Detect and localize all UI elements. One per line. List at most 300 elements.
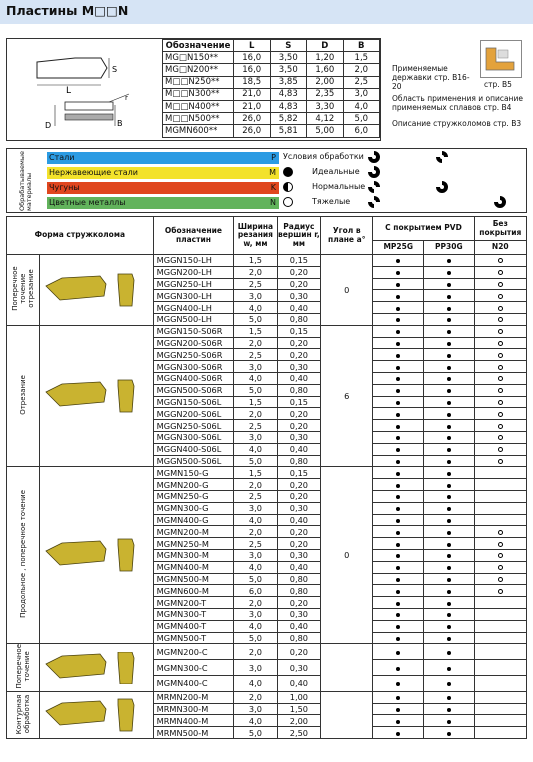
available-dot-icon xyxy=(447,377,451,381)
availability-cell xyxy=(373,420,424,432)
insert-designation: MGMN400-M xyxy=(153,561,234,573)
swirl-icon xyxy=(367,195,381,209)
availability-cell xyxy=(373,302,424,314)
availability-cell xyxy=(424,538,475,550)
availability-cell xyxy=(424,290,475,302)
insert-designation: MGMN250-G xyxy=(153,490,234,502)
available-dot-icon xyxy=(447,413,451,417)
cut-width: 4,0 xyxy=(234,372,278,384)
corner-radius: 0,40 xyxy=(277,302,320,314)
insert-designation: MRMN200-M xyxy=(153,691,234,703)
on-request-ring-icon xyxy=(498,459,503,464)
cut-width: 4,0 xyxy=(234,514,278,526)
corner-radius: 0,20 xyxy=(277,490,320,502)
availability-cell xyxy=(474,443,526,455)
availability-cell xyxy=(474,467,526,479)
corner-radius: 0,30 xyxy=(277,660,320,676)
insert-designation: MGGN500-S06R xyxy=(153,384,234,396)
on-request-ring-icon xyxy=(498,388,503,393)
cut-width: 6,0 xyxy=(234,585,278,597)
availability-cell xyxy=(373,727,424,739)
availability-cell xyxy=(424,396,475,408)
dimensions-table xyxy=(162,39,380,138)
inserts-table xyxy=(6,216,527,739)
available-dot-icon xyxy=(447,531,451,535)
holders-note[interactable]: Применяемые державки стр. B16-20 xyxy=(392,64,470,91)
cut-width: 4,0 xyxy=(234,676,278,692)
table-row xyxy=(7,467,527,479)
cut-width: 2,0 xyxy=(234,691,278,703)
available-dot-icon xyxy=(447,732,451,736)
dims-value: 18,5 xyxy=(233,76,270,88)
dims-value: 4,12 xyxy=(307,113,344,125)
availability-cell xyxy=(474,479,526,491)
on-request-ring-icon xyxy=(498,306,503,311)
availability-cell xyxy=(424,715,475,727)
cut-width: 5,0 xyxy=(234,313,278,325)
on-request-ring-icon xyxy=(498,294,503,299)
available-dot-icon xyxy=(447,330,451,334)
approach-angle xyxy=(321,691,373,738)
availability-cell xyxy=(373,538,424,550)
corner-radius: 2,00 xyxy=(277,715,320,727)
insert-designation: MGMN300-C xyxy=(153,660,234,676)
corner-radius: 1,00 xyxy=(277,691,320,703)
availability-cell xyxy=(373,620,424,632)
page-thumbnail xyxy=(480,40,522,78)
available-dot-icon xyxy=(447,318,451,322)
material-name: Цветные металлы xyxy=(49,198,126,207)
cut-width: 4,0 xyxy=(234,302,278,314)
corner-radius: 0,20 xyxy=(277,266,320,278)
material-name: Чугуны xyxy=(49,183,80,192)
availability-cell xyxy=(373,691,424,703)
col-B: B xyxy=(343,40,379,52)
availability-cell xyxy=(373,408,424,420)
cut-width: 3,0 xyxy=(234,361,278,373)
availability-cell xyxy=(373,490,424,502)
cut-width: 4,0 xyxy=(234,443,278,455)
availability-cell xyxy=(424,573,475,585)
dims-value: 3,50 xyxy=(270,64,307,76)
material-code: M xyxy=(269,168,276,177)
availability-cell xyxy=(474,266,526,278)
normal-condition-icon xyxy=(283,182,293,192)
availability-cell xyxy=(373,349,424,361)
table-row xyxy=(7,325,527,337)
insert-designation: MGGN150-S06L xyxy=(153,396,234,408)
on-request-ring-icon xyxy=(498,270,503,275)
group-label-cell xyxy=(7,691,40,738)
available-dot-icon xyxy=(447,507,451,511)
swirl-icon xyxy=(367,165,381,179)
available-dot-icon xyxy=(396,460,400,464)
approach-angle xyxy=(321,644,373,691)
availability-cell xyxy=(424,361,475,373)
insert-image xyxy=(40,693,148,737)
group-label: Отрезание xyxy=(19,375,27,415)
col-uncoated: Без покрытия xyxy=(474,217,526,241)
availability-cell xyxy=(424,502,475,514)
availability-cell xyxy=(373,549,424,561)
availability-cell xyxy=(474,502,526,514)
available-dot-icon xyxy=(396,625,400,629)
corner-radius: 1,50 xyxy=(277,703,320,715)
availability-cell xyxy=(424,255,475,267)
table-row xyxy=(7,255,527,267)
cut-width: 3,0 xyxy=(234,290,278,302)
available-dot-icon xyxy=(447,651,451,655)
available-dot-icon xyxy=(447,578,451,582)
dims-designation: MG□N200** xyxy=(163,64,234,76)
dims-value: 3,30 xyxy=(307,100,344,112)
on-request-ring-icon xyxy=(498,365,503,370)
group-label-cell xyxy=(7,644,40,691)
insert-designation: MGGN250-S06L xyxy=(153,420,234,432)
dims-value: 3,85 xyxy=(270,76,307,88)
availability-cell xyxy=(373,597,424,609)
cut-width: 5,0 xyxy=(234,632,278,644)
availability-cell xyxy=(424,467,475,479)
availability-cell xyxy=(424,561,475,573)
dims-row xyxy=(163,64,380,76)
corner-radius: 0,30 xyxy=(277,431,320,443)
cut-width: 5,0 xyxy=(234,573,278,585)
available-dot-icon xyxy=(447,271,451,275)
availability-cell xyxy=(424,384,475,396)
available-dot-icon xyxy=(447,436,451,440)
cut-width: 4,0 xyxy=(234,620,278,632)
availability-cell xyxy=(373,573,424,585)
availability-cell xyxy=(474,526,526,538)
available-dot-icon xyxy=(396,342,400,346)
dims-row xyxy=(163,52,380,64)
availability-cell xyxy=(373,703,424,715)
availability-cell xyxy=(424,455,475,467)
availability-cell xyxy=(474,290,526,302)
page-title: Пластины M□□N xyxy=(6,3,129,18)
available-dot-icon xyxy=(447,590,451,594)
on-request-ring-icon xyxy=(498,435,503,440)
available-dot-icon xyxy=(447,295,451,299)
availability-cell xyxy=(424,431,475,443)
available-dot-icon xyxy=(447,448,451,452)
col-D: D xyxy=(307,40,344,52)
availability-cell xyxy=(474,325,526,337)
available-dot-icon xyxy=(447,283,451,287)
availability-cell xyxy=(474,349,526,361)
insert-designation: MGGN500-S06L xyxy=(153,455,234,467)
insert-designation: MGMN200-T xyxy=(153,597,234,609)
on-request-ring-icon xyxy=(498,353,503,358)
dims-value: 16,0 xyxy=(233,64,270,76)
availability-cell xyxy=(424,313,475,325)
cut-width: 5,0 xyxy=(234,384,278,396)
cut-width: 5,0 xyxy=(234,727,278,739)
available-dot-icon xyxy=(396,651,400,655)
material-row xyxy=(47,197,279,209)
dims-row xyxy=(163,125,380,137)
on-request-ring-icon xyxy=(498,341,503,346)
dims-designation: M□□N300** xyxy=(163,88,234,100)
col-pvd: С покрытием PVD xyxy=(373,217,474,241)
available-dot-icon xyxy=(396,613,400,617)
availability-cell xyxy=(474,727,526,739)
insert-image xyxy=(40,467,148,643)
insert-designation: MGGN200-LH xyxy=(153,266,234,278)
on-request-ring-icon xyxy=(498,530,503,535)
cut-width: 3,0 xyxy=(234,608,278,620)
corner-radius: 0,30 xyxy=(277,361,320,373)
dims-value: 5,00 xyxy=(307,125,344,137)
corner-radius: 0,30 xyxy=(277,290,320,302)
dims-value: 4,0 xyxy=(343,100,379,112)
corner-radius: 0,80 xyxy=(277,384,320,396)
insert-designation: MGGN200-S06L xyxy=(153,408,234,420)
availability-cell xyxy=(424,585,475,597)
material-name: Стали xyxy=(49,153,75,162)
col-S: S xyxy=(270,40,307,52)
conditions-header: Условия обработки xyxy=(283,152,364,161)
insert-designation: MGMN200-G xyxy=(153,479,234,491)
corner-radius: 0,20 xyxy=(277,337,320,349)
availability-cell xyxy=(373,479,424,491)
corner-radius: 0,20 xyxy=(277,597,320,609)
availability-cell xyxy=(474,313,526,325)
material-row xyxy=(47,182,279,194)
insert-designation: MGGN200-S06R xyxy=(153,337,234,349)
availability-cell xyxy=(373,431,424,443)
availability-cell xyxy=(373,467,424,479)
corner-radius: 0,40 xyxy=(277,372,320,384)
swirl-icon xyxy=(493,195,507,209)
availability-cell xyxy=(373,676,424,692)
available-dot-icon xyxy=(396,507,400,511)
availability-cell xyxy=(474,408,526,420)
availability-cell xyxy=(474,703,526,715)
available-dot-icon xyxy=(396,667,400,671)
availability-cell xyxy=(373,715,424,727)
corner-radius: 0,40 xyxy=(277,676,320,692)
available-dot-icon xyxy=(396,602,400,606)
available-dot-icon xyxy=(396,696,400,700)
availability-cell xyxy=(474,396,526,408)
corner-radius: 0,40 xyxy=(277,443,320,455)
on-request-ring-icon xyxy=(498,553,503,558)
available-dot-icon xyxy=(396,590,400,594)
dims-value: 1,5 xyxy=(343,52,379,64)
on-request-ring-icon xyxy=(498,589,503,594)
available-dot-icon xyxy=(396,472,400,476)
available-dot-icon xyxy=(396,448,400,452)
insert-dimension-drawing xyxy=(9,40,159,140)
swirl-icon xyxy=(435,150,449,164)
availability-cell xyxy=(373,396,424,408)
cut-width: 3,0 xyxy=(234,549,278,561)
col-designation: Обозначение пластин xyxy=(153,217,234,255)
label-D: D xyxy=(45,121,52,130)
availability-cell xyxy=(424,549,475,561)
cut-width: 5,0 xyxy=(234,455,278,467)
available-dot-icon xyxy=(396,708,400,712)
available-dot-icon xyxy=(447,342,451,346)
available-dot-icon xyxy=(396,425,400,429)
availability-cell xyxy=(373,514,424,526)
insert-designation: MGMN300-T xyxy=(153,608,234,620)
dims-designation: M□□N250** xyxy=(163,76,234,88)
insert-designation: MGMN200-M xyxy=(153,526,234,538)
availability-cell xyxy=(474,549,526,561)
cut-width: 2,0 xyxy=(234,526,278,538)
cut-width: 1,5 xyxy=(234,396,278,408)
availability-cell xyxy=(474,561,526,573)
on-request-ring-icon xyxy=(498,329,503,334)
cut-width: 2,5 xyxy=(234,278,278,290)
available-dot-icon xyxy=(447,667,451,671)
table-row xyxy=(7,644,527,660)
availability-cell xyxy=(474,372,526,384)
availability-cell xyxy=(373,278,424,290)
svg-text:r: r xyxy=(125,94,128,102)
insert-designation: MGMN500-M xyxy=(153,573,234,585)
insert-designation: MGGN300-S06R xyxy=(153,361,234,373)
insert-designation: MGMN500-T xyxy=(153,632,234,644)
label-L: L xyxy=(66,86,72,96)
available-dot-icon xyxy=(396,637,400,641)
availability-cell xyxy=(474,538,526,550)
col-chipbreaker-shape: Форма стружколома xyxy=(7,217,154,255)
page-ref[interactable]: стр. B5 xyxy=(484,80,512,89)
on-request-ring-icon xyxy=(498,577,503,582)
availability-cell xyxy=(424,479,475,491)
dims-designation: M□□N500** xyxy=(163,113,234,125)
cut-width: 2,0 xyxy=(234,644,278,660)
available-dot-icon xyxy=(447,519,451,523)
cut-width: 2,5 xyxy=(234,538,278,550)
availability-cell xyxy=(474,455,526,467)
condition-normal: Нормальные xyxy=(312,182,366,191)
availability-cell xyxy=(474,573,526,585)
available-dot-icon xyxy=(396,366,400,370)
dims-row xyxy=(163,113,380,125)
availability-cell xyxy=(373,585,424,597)
chipbreaker-image-cell xyxy=(40,255,154,326)
insert-designation: MGMN300-M xyxy=(153,549,234,561)
insert-designation: MGGN150-S06R xyxy=(153,325,234,337)
cut-width: 3,0 xyxy=(234,431,278,443)
insert-designation: MRMN300-M xyxy=(153,703,234,715)
cut-width: 2,0 xyxy=(234,337,278,349)
availability-cell xyxy=(474,632,526,644)
availability-cell xyxy=(474,585,526,597)
insert-designation: MRMN400-M xyxy=(153,715,234,727)
available-dot-icon xyxy=(396,295,400,299)
availability-cell xyxy=(424,514,475,526)
insert-designation: MGGN300-S06L xyxy=(153,431,234,443)
corner-radius: 2,50 xyxy=(277,727,320,739)
insert-designation: MGMN150-G xyxy=(153,467,234,479)
availability-cell xyxy=(373,255,424,267)
availability-cell xyxy=(424,302,475,314)
swirl-icon xyxy=(367,150,381,164)
dims-value: 4,83 xyxy=(270,88,307,100)
available-dot-icon xyxy=(396,578,400,582)
availability-cell xyxy=(424,597,475,609)
cut-width: 3,0 xyxy=(234,660,278,676)
insert-designation: MGMN400-C xyxy=(153,676,234,692)
availability-cell xyxy=(424,691,475,703)
on-request-ring-icon xyxy=(498,424,503,429)
on-request-ring-icon xyxy=(498,317,503,322)
availability-cell xyxy=(474,691,526,703)
swirl-icon xyxy=(435,180,449,194)
insert-designation: MGMN400-T xyxy=(153,620,234,632)
available-dot-icon xyxy=(396,720,400,724)
available-dot-icon xyxy=(447,625,451,629)
label-S: S xyxy=(112,65,118,74)
dims-value: 26,0 xyxy=(233,113,270,125)
availability-cell xyxy=(373,372,424,384)
corner-radius: 0,15 xyxy=(277,255,320,267)
available-dot-icon xyxy=(447,566,451,570)
material-code: K xyxy=(270,183,276,192)
available-dot-icon xyxy=(396,330,400,334)
col-width: Ширина резания w, мм xyxy=(234,217,278,255)
condition-ideal: Идеальные xyxy=(312,167,360,176)
availability-cell xyxy=(424,727,475,739)
availability-cell xyxy=(424,443,475,455)
on-request-ring-icon xyxy=(498,258,503,263)
corner-radius: 0,20 xyxy=(277,644,320,660)
available-dot-icon xyxy=(396,436,400,440)
availability-cell xyxy=(424,266,475,278)
grade-pp30g: PP30G xyxy=(424,241,475,255)
availability-cell xyxy=(474,255,526,267)
col-L: L xyxy=(233,40,270,52)
availability-cell xyxy=(373,325,424,337)
cut-width: 4,0 xyxy=(234,561,278,573)
grades-note[interactable]: Область применения и описание применяемых сплавов стр. B4 xyxy=(392,94,523,112)
cut-width: 3,0 xyxy=(234,502,278,514)
insert-designation: MGGN150-LH xyxy=(153,255,234,267)
chipbreaker-image-cell xyxy=(40,691,154,738)
material-row xyxy=(47,167,279,179)
availability-cell xyxy=(424,420,475,432)
availability-cell xyxy=(424,490,475,502)
availability-cell xyxy=(424,372,475,384)
insert-designation: MGMN400-G xyxy=(153,514,234,526)
dims-value: 5,81 xyxy=(270,125,307,137)
availability-cell xyxy=(373,502,424,514)
group-label-cell xyxy=(7,255,40,326)
cut-width: 2,0 xyxy=(234,597,278,609)
corner-radius: 0,20 xyxy=(277,420,320,432)
group-label: Поперечное точение xyxy=(15,644,31,689)
group-label-cell xyxy=(7,467,40,644)
availability-cell xyxy=(424,660,475,676)
insert-image xyxy=(40,256,148,324)
availability-cell xyxy=(424,644,475,660)
group-label: Поперечное точение отрезание xyxy=(11,266,35,312)
cut-width: 2,0 xyxy=(234,266,278,278)
available-dot-icon xyxy=(396,519,400,523)
insert-designation: MGMN250-M xyxy=(153,538,234,550)
chipbreakers-note[interactable]: Описание стружколомов стр. B3 xyxy=(392,119,522,128)
availability-cell xyxy=(373,313,424,325)
available-dot-icon xyxy=(396,377,400,381)
corner-radius: 0,40 xyxy=(277,561,320,573)
availability-cell xyxy=(424,337,475,349)
